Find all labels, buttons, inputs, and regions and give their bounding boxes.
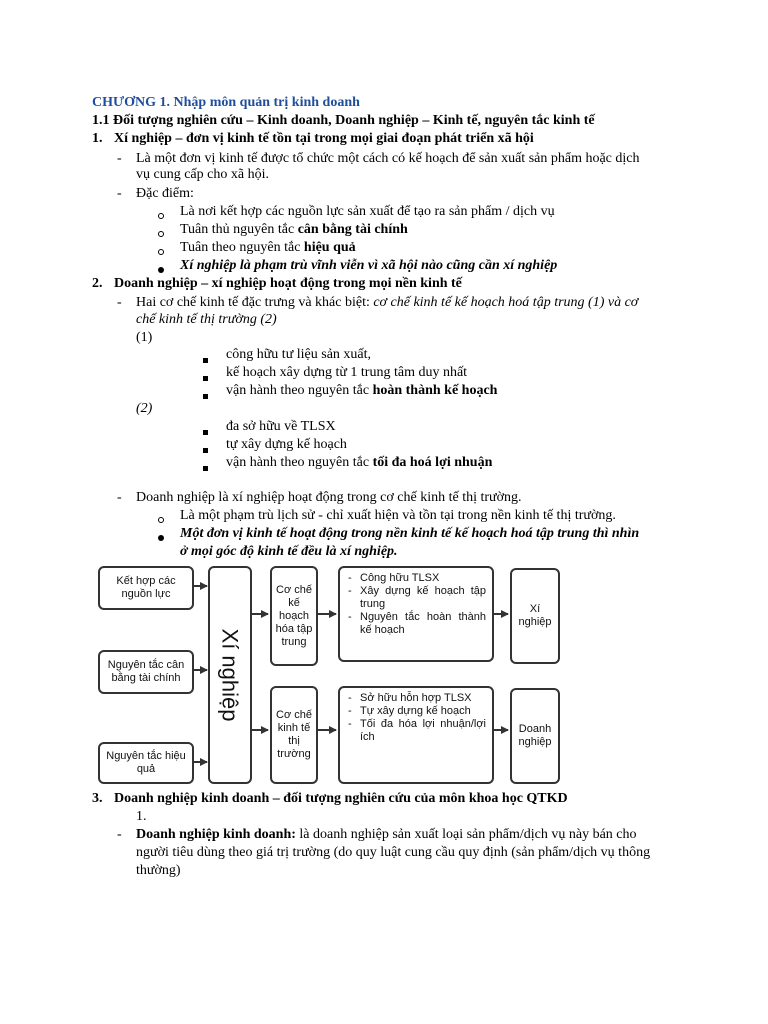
item3-dash1-line3: thường) xyxy=(136,863,181,878)
dash-marker: - xyxy=(117,186,122,201)
item1-sub4: Xí nghiệp là phạm trù vĩnh viễn vì xã hội nào cũng cần xí nghiệp xyxy=(180,258,558,273)
item1-number: 1. xyxy=(92,131,103,146)
dash-marker: - xyxy=(117,490,122,505)
item2-sub1: Là một phạm trù lịch sử - chỉ xuất hiện và tồn tại trong nền kinh tế thị trường. xyxy=(180,508,616,523)
item3-sub-number: 1. xyxy=(136,809,147,824)
item3-dash1-line2: người tiêu dùng theo giá trị trường (do quy luật cung cầu quy định (sản phẩm/dịch vụ thông xyxy=(136,845,651,860)
item2-title: Doanh nghiệp – xí nghiệp hoạt động trong mọi nền kinh tế xyxy=(114,276,462,291)
item3-title: Doanh nghiệp kinh doanh – đối tượng nghiên cứu của môn khoa học QTKD xyxy=(114,791,568,806)
section-title: 1.1 Đối tượng nghiên cứu – Kinh doanh, Doanh nghiệp – Kinh tế, nguyên tắc kinh tế xyxy=(92,113,595,128)
item1-sub1: Là nơi kết hợp các nguồn lực sản xuất để tạo ra sản phẩm / dịch vụ xyxy=(180,204,555,219)
item2-number: 2. xyxy=(92,276,103,291)
group1-item-c: vận hành theo nguyên tắc hoàn thành kế hoạch xyxy=(226,383,498,398)
item1-sub3: Tuân theo nguyên tắc hiệu quả xyxy=(180,240,356,255)
group1-item-a: công hữu tư liệu sản xuất, xyxy=(226,347,372,362)
item1-dash2: Đặc điểm: xyxy=(136,186,194,201)
box-output-xi-nghiep: Xí nghiệp xyxy=(510,568,560,664)
list1-item: - Xây dựng kế hoạch tập trung xyxy=(346,585,486,611)
dash-marker: - xyxy=(117,295,122,310)
group2-item-b: tự xây dựng kế hoạch xyxy=(226,437,347,452)
box-nguyen-tac-hieu-qua: Nguyên tắc hiệu quả xyxy=(98,742,194,784)
box-co-che-thi-truong: Cơ chế kinh tế thị trường xyxy=(270,686,318,784)
item2-dash2: Doanh nghiệp là xí nghiệp hoạt động trong cơ chế kinh tế thị trường. xyxy=(136,490,522,505)
box-ket-hop-nguon-luc: Kết hợp các nguồn lực xyxy=(98,566,194,610)
box-output-doanh-nghiep: Doanh nghiệp xyxy=(510,688,560,784)
item1-dash1-line1: Là một đơn vị kinh tế được tổ chức một cách có kế hoạch để sản xuất sản phẩm hoặc dịch xyxy=(136,151,640,166)
box-list-ke-hoach xyxy=(338,566,494,662)
item1-sub2: Tuân thủ nguyên tắc cân bằng tài chính xyxy=(180,222,408,237)
item1-title: Xí nghiệp – đơn vị kinh tế tồn tại trong mọi giai đoạn phát triển xã hội xyxy=(114,131,534,146)
item2-sub2-line2: ở mọi góc độ kinh tế đều là xí nghiệp. xyxy=(180,544,398,559)
group1-label: (1) xyxy=(136,330,153,345)
item2-sub2-line1: Một đơn vị kinh tế hoạt động trong nền kinh tế kế hoạch hoá tập trung thì nhìn xyxy=(180,526,640,541)
item3-dash1-line1: Doanh nghiệp kinh doanh: là doanh nghiệp sản xuất loại sản phẩm/dịch vụ này bán cho xyxy=(136,827,637,842)
chapter-title: CHƯƠNG 1. Nhập môn quản trị kinh doanh xyxy=(92,95,360,110)
list2-item: - Sở hữu hỗn hợp TLSX xyxy=(346,692,486,705)
list1-item: - Nguyên tắc hoàn thành kế hoạch xyxy=(346,611,486,637)
group2-item-c: vận hành theo nguyên tắc tối đa hoá lợi nhuận xyxy=(226,455,493,470)
item3-number: 3. xyxy=(92,791,103,806)
list2-item: - Tự xây dựng kế hoạch xyxy=(346,705,486,718)
group2-label: (2) xyxy=(136,401,153,416)
box-xi-nghiep-center xyxy=(208,566,252,784)
box-co-che-ke-hoach: Cơ chế kế hoạch hóa tập trung xyxy=(270,566,318,666)
item2-dash1-line1: Hai cơ chế kinh tế đặc trưng và khác biệt: cơ chế kinh tế kế hoạch hoá tập trung (1) và cơ xyxy=(136,295,639,310)
list2-item: - Tối đa hóa lợi nhuận/lợi ích xyxy=(346,718,486,744)
dash-marker: - xyxy=(117,151,122,166)
group1-item-b: kế hoạch xây dựng từ 1 trung tâm duy nhất xyxy=(226,365,468,380)
item2-dash1-line2: chế kinh tế thị trường (2) xyxy=(136,312,277,327)
center-label: Xí nghiệp xyxy=(217,628,243,722)
item1-dash1-line2: vụ cung cấp cho xã hội. xyxy=(136,167,269,182)
dash-marker: - xyxy=(117,827,122,842)
box-list-thi-truong xyxy=(338,686,494,784)
list1-item: - Công hữu TLSX xyxy=(346,572,486,585)
box-can-bang-tai-chinh: Nguyên tắc cân bằng tài chính xyxy=(98,650,194,694)
group2-item-a: đa sở hữu về TLSX xyxy=(226,419,336,434)
